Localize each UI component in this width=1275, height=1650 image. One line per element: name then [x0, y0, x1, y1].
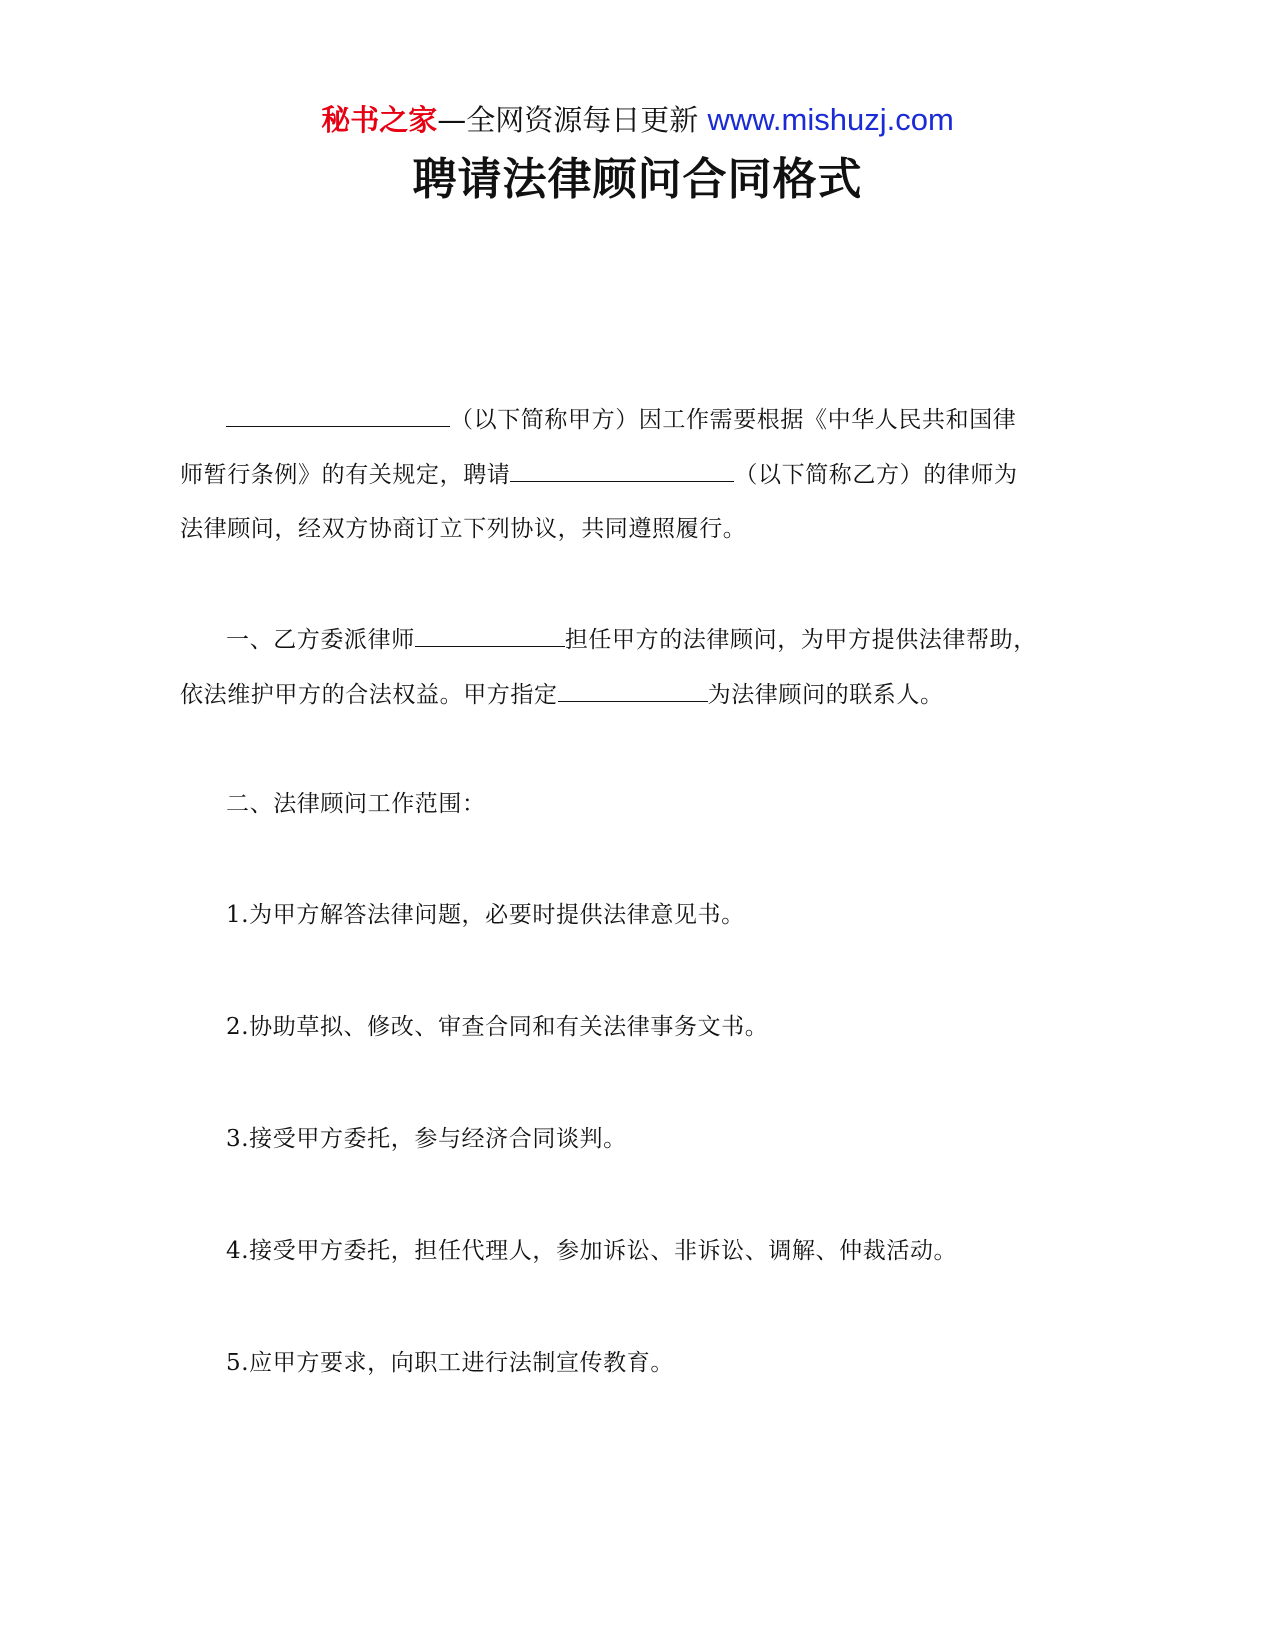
clause-1-line-1-after: 担任甲方的法律顾问，为甲方提供法律帮助， — [564, 627, 1037, 653]
clause-1-line-2-after: 为法律顾问的联系人。 — [707, 682, 944, 708]
site-url[interactable]: www.mishuzj.com — [707, 102, 954, 137]
contact-person-blank[interactable] — [558, 677, 708, 702]
scope-item: 3.接受甲方委托，参与经济合同谈判。 — [226, 1126, 627, 1152]
party-a-blank[interactable] — [226, 402, 450, 427]
preamble-line-3: 法律顾问，经双方协商订立下列协议，共同遵照履行。 — [180, 516, 747, 542]
preamble-line-2 — [180, 457, 1018, 492]
preamble-line-1-text: （以下简称甲方）因工作需要根据《中华人民共和国律 — [450, 407, 1017, 433]
scope-item: 1.为甲方解答法律问题，必要时提供法律意见书。 — [226, 902, 745, 928]
site-tagline: —全网资源每日更新 — [437, 103, 699, 137]
scope-item: 2.协助草拟、修改、审查合同和有关法律事务文书。 — [226, 1014, 769, 1040]
preamble-line-1 — [226, 402, 1016, 437]
lawyer-name-blank[interactable] — [415, 622, 565, 647]
clause-1-line-1-before: 一、乙方委派律师 — [226, 627, 415, 653]
clause-1-line-2-before: 依法维护甲方的合法权益。甲方指定 — [180, 682, 558, 708]
preamble-line-2-before: 师暂行条例》的有关规定，聘请 — [180, 462, 511, 488]
clause-1-line-2 — [180, 677, 944, 712]
site-header — [0, 100, 1275, 140]
scope-item: 4.接受甲方委托，担任代理人，参加诉讼、非诉讼、调解、仲裁活动。 — [226, 1238, 958, 1264]
document-title: 聘请法律顾问合同格式 — [412, 154, 863, 205]
site-brand: 秘书之家 — [321, 103, 438, 137]
clause-1-line-1 — [226, 622, 1037, 657]
preamble-line-2-after: （以下简称乙方）的律师为 — [734, 462, 1018, 488]
clause-2-heading: 二、法律顾问工作范围： — [226, 791, 486, 817]
party-b-blank[interactable] — [510, 457, 734, 482]
scope-item: 5.应甲方要求，向职工进行法制宣传教育。 — [226, 1350, 674, 1376]
